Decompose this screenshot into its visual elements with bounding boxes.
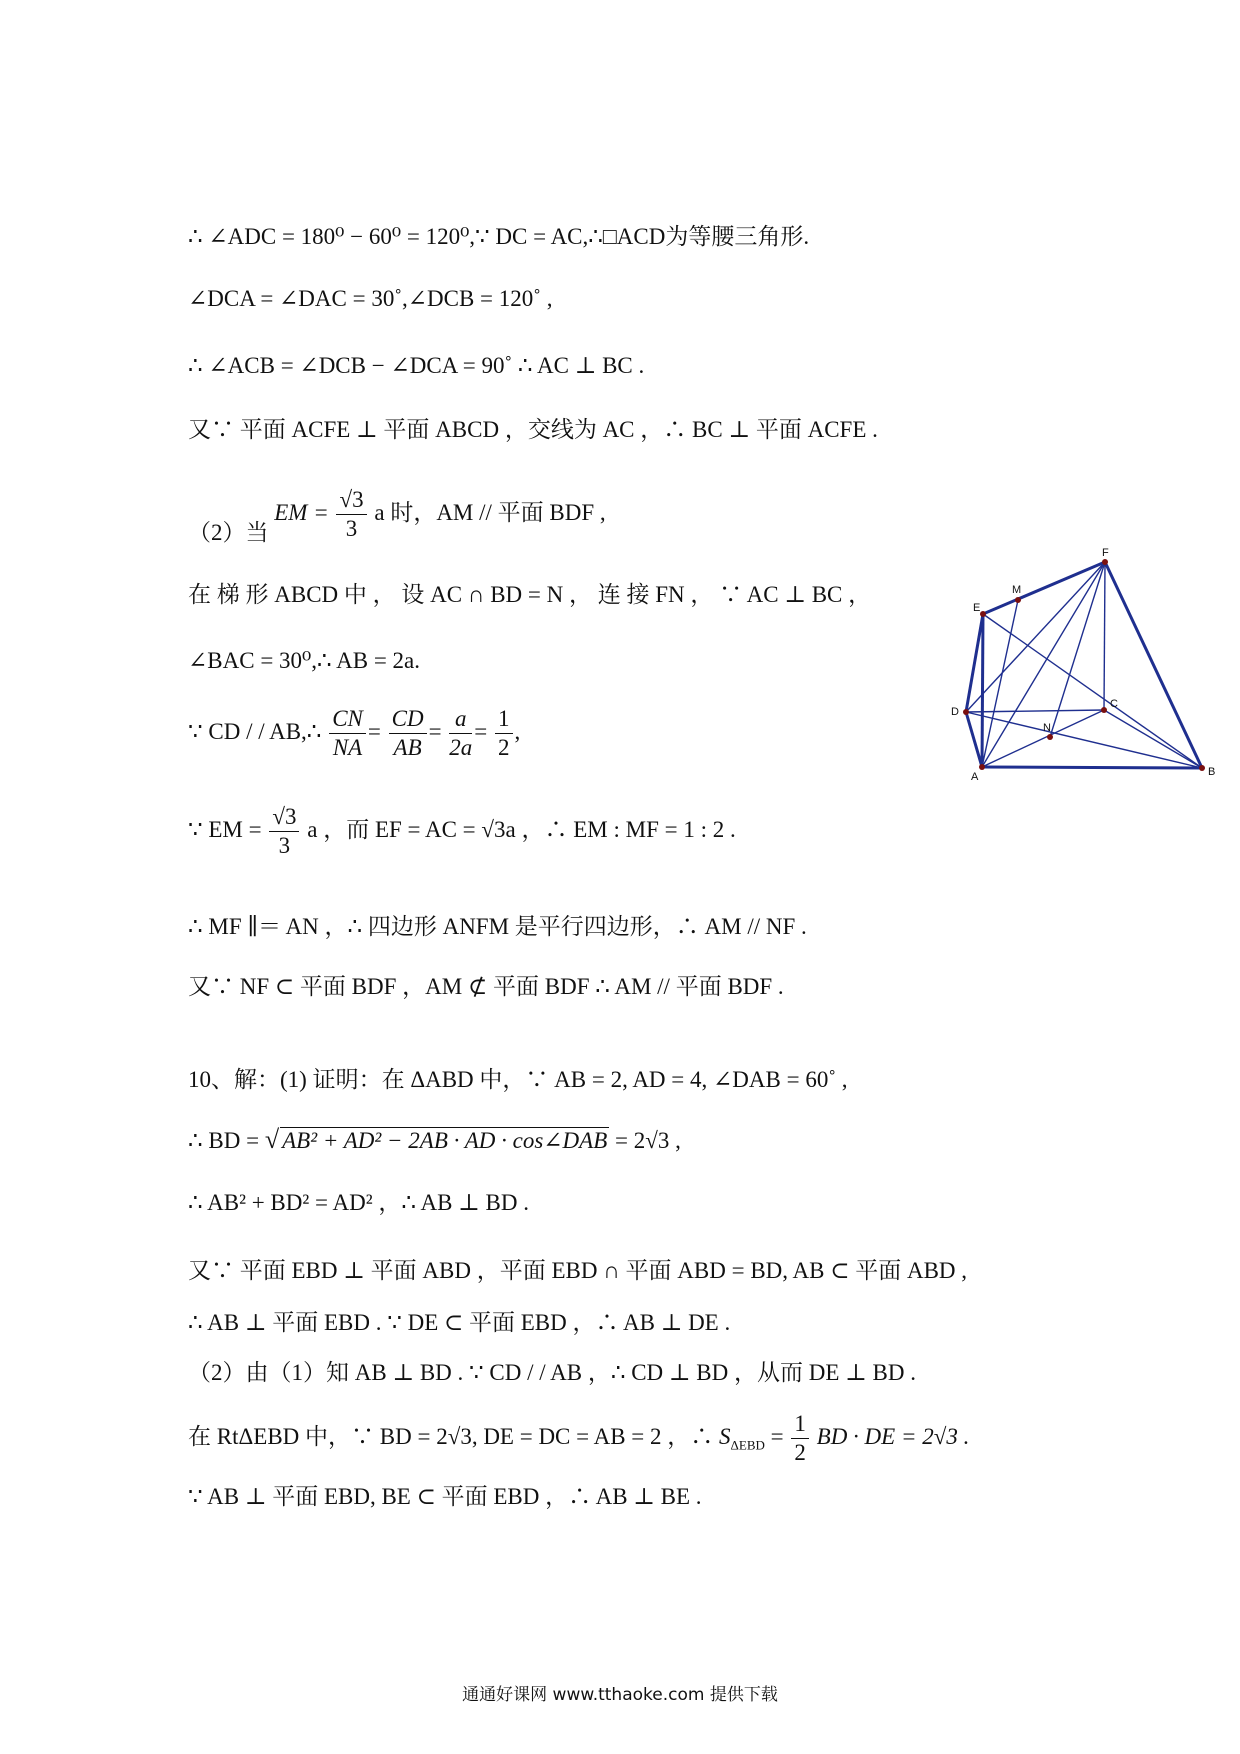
- edge-df: [966, 562, 1105, 712]
- label-n: N: [1043, 722, 1051, 734]
- step-line-1: ∴ ∠ADC = 180⁰ − 60⁰ = 120⁰,∵ DC = AC,∴□ACD为等腰三角形.: [188, 224, 810, 249]
- step-5-suffix: a 时，AM // 平面 BDF ,: [374, 499, 606, 525]
- fraction-denominator: 2: [794, 1440, 806, 1465]
- fraction-cn-na: [329, 705, 366, 762]
- edge-dc: [966, 710, 1104, 712]
- edge-eb: [983, 614, 1202, 768]
- edge-ea: [982, 614, 983, 767]
- edge-fb: [1105, 562, 1202, 768]
- fraction-numerator: 1: [495, 705, 513, 734]
- area-symbol: S: [719, 1423, 731, 1449]
- problem-10-line-3: ∴ AB² + BD² = AD² ，∴ AB ⊥ BD .: [188, 1190, 529, 1215]
- figure-edges: [966, 562, 1202, 768]
- fraction-1-2: [495, 705, 513, 762]
- vertex-c-dot: [1101, 707, 1107, 713]
- fraction-numerator: √3: [269, 803, 299, 832]
- vertex-n-dot: [1047, 734, 1053, 740]
- step-13-suffix: = 2√3 ,: [615, 1128, 681, 1153]
- sqrt-sign: √: [264, 1125, 280, 1154]
- step-line-3: ∴ ∠ACB = ∠DCB − ∠DCA = 90˚ ∴ AC ⊥ BC .: [188, 353, 645, 378]
- fraction-denominator: 3: [345, 516, 358, 541]
- step-line-2: ∠DCA = ∠DAC = 30˚,∠DCB = 120˚ ,: [188, 286, 553, 311]
- problem-10-line-2: [188, 1125, 681, 1156]
- step-18-prefix: 在 RtΔEBD 中，∵ BD = 2√3, DE = DC = AB = 2 ，∴: [188, 1423, 714, 1449]
- problem-10-line-8: ∵ AB ⊥ 平面 EBD, BE ⊂ 平面 EBD ，∴ AB ⊥ BE .: [188, 1484, 702, 1509]
- fraction-denominator: NA: [332, 735, 363, 760]
- step-line-4: 又∵ 平面 ACFE ⊥ 平面 ABCD ，交线为 AC ，∴ BC ⊥ 平面 ACFE .: [188, 417, 878, 442]
- step-9-prefix: ∵ EM =: [188, 816, 262, 842]
- step-line-5: [188, 486, 606, 543]
- edge-fc: [1104, 562, 1105, 710]
- step-8-prefix: ∵ CD / / AB,∴: [188, 718, 322, 744]
- edge-fa: [982, 562, 1105, 767]
- step-line-7: ∠BAC = 30⁰,∴ AB = 2a.: [188, 648, 420, 673]
- step-line-6: 在 梯 形 ABCD 中 ， 设 AC ∩ BD = N ， 连 接 FN ， ∵ AC ⊥ BC ，: [188, 582, 872, 607]
- fraction-1-2: [791, 1410, 809, 1467]
- step-line-9: [188, 803, 736, 860]
- label-a: A: [971, 771, 979, 783]
- fraction-numerator: √3: [336, 486, 366, 515]
- fraction-sqrt3-over-3: [336, 486, 366, 543]
- vertex-b-dot: [1199, 765, 1205, 771]
- problem-10-line-5: ∴ AB ⊥ 平面 EBD . ∵ DE ⊂ 平面 EBD ，∴ AB ⊥ DE .: [188, 1310, 731, 1335]
- fraction-denominator: 2a: [449, 735, 473, 760]
- edge-ef: [983, 562, 1105, 614]
- fraction-a-2a: [449, 705, 472, 762]
- step-13-prefix: ∴ BD =: [188, 1128, 260, 1153]
- label-f: F: [1102, 547, 1109, 559]
- area-subscript: ΔEBD: [730, 1437, 765, 1453]
- edge-ma: [982, 600, 1018, 767]
- fraction-numerator: CD: [389, 705, 427, 734]
- edge-db: [966, 712, 1202, 768]
- step-9-suffix: a ，而 EF = AC = √3a ，∴ EM : MF = 1 : 2 .: [307, 816, 736, 842]
- radicand: AB² + AD² − 2AB · AD · cos∠DAB: [282, 1128, 608, 1153]
- edge-ab: [982, 767, 1202, 768]
- fraction-cd-ab: [389, 705, 427, 762]
- label-c: C: [1110, 698, 1118, 710]
- problem-10-line-6: （2）由（1）知 AB ⊥ BD . ∵ CD / / AB ，∴ CD ⊥ BD ，从而 DE ⊥ BD .: [188, 1360, 916, 1385]
- vertex-m-dot: [1015, 597, 1021, 603]
- label-d: D: [951, 706, 959, 718]
- step-line-8: ∵ CD / / AB,∴ $\frac{CN}{NA}$ = $\frac{CD}{AB}$ = $\frac{a}{2a}$ = $\frac{1}{2}$ ,: [188, 706, 521, 760]
- step-5-lhs: EM =: [274, 499, 329, 525]
- label-b: B: [1208, 766, 1216, 778]
- step-line-11: 又∵ NF ⊂ 平面 BDF ，AM ⊄ 平面 BDF ∴ AM // 平面 BDF .: [188, 974, 784, 999]
- label-m: M: [1012, 584, 1022, 596]
- fraction-denominator: AB: [393, 735, 422, 760]
- step-18-suffix: BD · DE = 2√3 .: [816, 1423, 970, 1449]
- vertex-e-dot: [980, 611, 986, 617]
- geometry-figure: [940, 540, 1220, 790]
- fraction-sqrt3-over-3: [269, 803, 299, 860]
- fraction-numerator: a: [449, 705, 472, 734]
- vertex-a-dot: [979, 764, 985, 770]
- step-line-10: ∴ MF ∥＝ AN ，∴ 四边形 ANFM 是平行四边形，∴ AM // NF .: [188, 914, 807, 939]
- vertex-d-dot: [963, 709, 969, 715]
- fraction-denominator: 2: [498, 735, 510, 760]
- edge-ca: [982, 710, 1104, 767]
- problem-10-line-7: 在 RtΔEBD 中，∵ BD = 2√3, DE = DC = AB = 2 ，∴ $S_{\Delta EBD}$ = $\frac{1}{2}$ BD · DE = 2√3 .: [188, 1411, 970, 1465]
- problem-10-line-4: 又∵ 平面 EBD ⊥ 平面 ABD ，平面 EBD ∩ 平面 ABD = BD, AB ⊂ 平面 ABD ,: [188, 1258, 968, 1283]
- label-e: E: [973, 602, 981, 614]
- fraction-numerator: 1: [791, 1410, 809, 1439]
- problem-10-line-1: 10、解：(1) 证明：在 ΔABD 中，∵ AB = 2, AD = 4, ∠DAB = 60˚ ,: [188, 1067, 848, 1092]
- fraction-numerator: CN: [329, 705, 366, 734]
- page-footer: 通通好课网 www.tthaoke.com 提供下载: [462, 1685, 778, 1705]
- step-5-prefix: （2）当: [188, 519, 269, 545]
- vertex-f-dot: [1102, 559, 1108, 565]
- edge-da: [966, 712, 982, 767]
- fraction-denominator: 3: [278, 833, 291, 858]
